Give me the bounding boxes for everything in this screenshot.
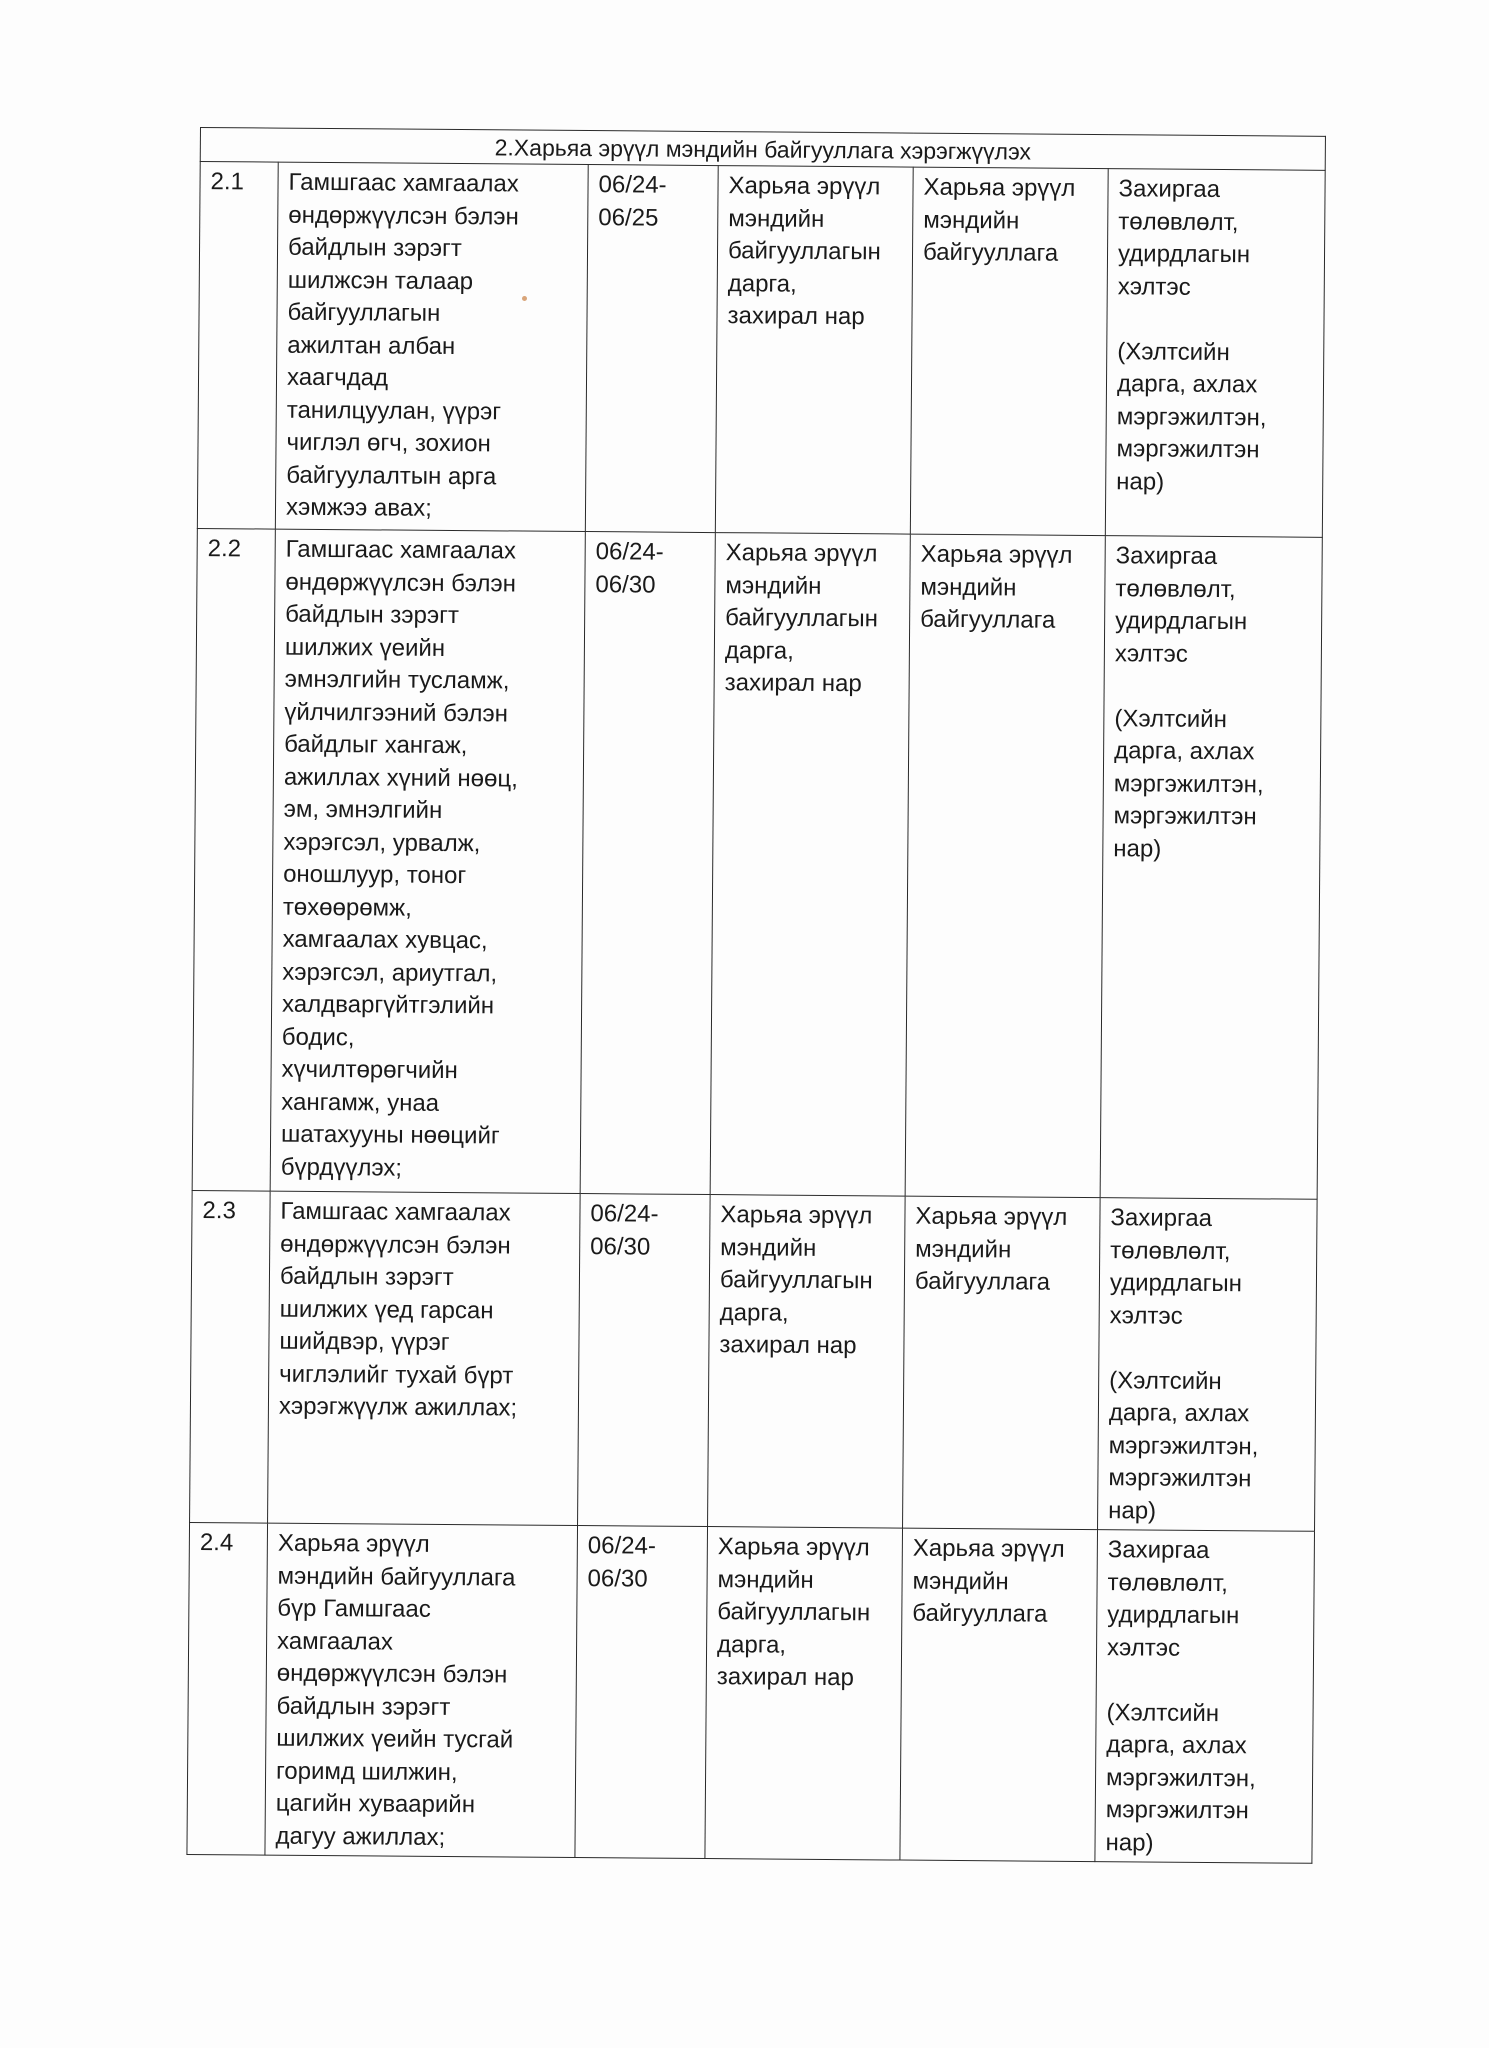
action-plan-table [186, 127, 1326, 1864]
period-cell: 06/24- 06/30 [575, 1526, 708, 1859]
monitor-note: (Хэлтсийн дарга, ахлах мэргэжилтэн, мэргэжилтэн нар) [1113, 704, 1264, 863]
monitor-unit: Захиргаа төлөвлөлт, удирдлагын хэлтэс [1109, 1204, 1243, 1330]
period-cell: 06/24- 06/25 [585, 165, 718, 533]
monitor-cell [1105, 169, 1325, 538]
monitor-cell [1095, 1530, 1315, 1864]
monitor-note: (Хэлтсийн дарга, ахлах мэргэжилтэн, мэргэжилтэн нар) [1116, 337, 1267, 496]
activity-cell: Харьяа эрүүл мэндийн байгууллага бүр Гамшгаас хамгаалах өндөржүүлсэн бэлэн байдлын зэрэгт шилжих үеийн тусгай горимд шилжин, цагийн хуваарийн дагуу ажиллах; [265, 1523, 578, 1857]
activity-cell: Гамшгаас хамгаалах өндөржүүлсэн бэлэн байдлын зэрэгт шилжсэн талаар байгууллагын ажилтан албан хаагчдад танилцуулан, үүрэг чиглэл өгч, зохион байгуулалтын арга хэмжээ авах; [275, 162, 588, 531]
responsible-cell: Харьяа эрүүл мэндийн байгууллагын дарга, захирал нар [705, 1527, 903, 1861]
section-title: 2.Харьяа эрүүл мэндийн байгууллага хэрэгжүүлэх [200, 128, 1325, 171]
executor-cell: Харьяа эрүүл мэндийн байгууллага [910, 167, 1108, 536]
table-row [197, 162, 1325, 538]
period-cell: 06/24- 06/30 [578, 1194, 711, 1527]
responsible-cell: Харьяа эрүүл мэндийн байгууллагын дарга, захирал нар [715, 166, 913, 535]
monitor-unit: Захиргаа төлөвлөлт, удирдлагын хэлтэс [1117, 175, 1251, 301]
activity-cell: Гамшгаас хамгаалах өндөржүүлсэн бэлэн байдлын зэрэгт шилжих үеийн эмнэлгийн тусламж, үйлчилгээний бэлэн байдлыг хангаж, ажиллах хүний нөөц, эм, эмнэлгийн хэрэгсэл, урвалж, оношлуур, тоног төхөөрөмж, хамгаалах хувцас, хэрэгсэл, ариутгал, халдваргүйтгэлийн бодис, хүчилтөрөгчийн хангамж, унаа шатахууны нөөцийг бүрдүүлэх; [270, 529, 585, 1193]
table-row [187, 1522, 1315, 1863]
responsible-cell: Харьяа эрүүл мэндийн байгууллагын дарга, захирал нар [710, 533, 910, 1197]
period-cell: 06/24- 06/30 [580, 532, 715, 1195]
monitor-cell [1100, 536, 1322, 1200]
table-row [190, 1190, 1318, 1531]
table-row [192, 528, 1322, 1199]
executor-cell: Харьяа эрүүл мэндийн байгууллага [905, 534, 1105, 1198]
monitor-note: (Хэлтсийн дарга, ахлах мэргэжилтэн, мэргэжилтэн нар) [1105, 1698, 1256, 1857]
row-number: 2.1 [197, 162, 278, 530]
monitor-unit: Захиргаа төлөвлөлт, удирдлагын хэлтэс [1114, 542, 1248, 668]
responsible-cell: Харьяа эрүүл мэндийн байгууллагын дарга, захирал нар [708, 1195, 906, 1529]
monitor-note: (Хэлтсийн дарга, ахлах мэргэжилтэн, мэргэжилтэн нар) [1108, 1366, 1259, 1525]
row-number: 2.2 [192, 528, 275, 1191]
monitor-cell [1098, 1198, 1318, 1532]
executor-cell: Харьяа эрүүл мэндийн байгууллага [900, 1528, 1098, 1862]
monitor-unit: Захиргаа төлөвлөлт, удирдлагын хэлтэс [1106, 1536, 1240, 1662]
activity-cell: Гамшгаас хамгаалах өндөржүүлсэн бэлэн байдлын зэрэгт шилжих үед гарсан шийдвэр, үүрэг чиглэлийг тухай бүрт хэрэгжүүлж ажиллах; [268, 1191, 581, 1525]
executor-cell: Харьяа эрүүл мэндийн байгууллага [903, 1196, 1101, 1530]
row-number: 2.4 [187, 1522, 268, 1855]
row-number: 2.3 [190, 1190, 271, 1523]
